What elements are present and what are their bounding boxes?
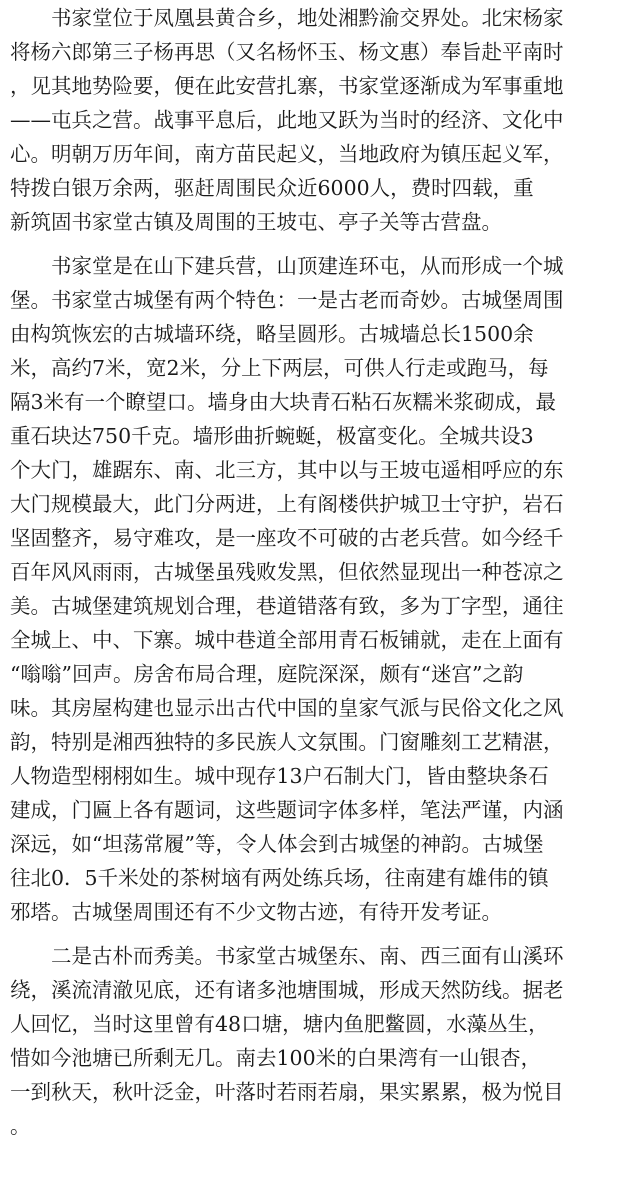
text-line: 百年风风雨雨，古城堡虽残败发黑，但依然显现出一种苍凉之 [10, 560, 564, 584]
text-line: 新筑固书家堂古镇及周围的王坡屯、亭子关等古营盘。 [10, 210, 502, 234]
text-line: 人回忆，当时这里曾有48口塘，塘内鱼肥鳖圆，水藻丛生， [10, 1012, 549, 1036]
text-line: 深远，如“坦荡常履”等，令人体会到古城堡的神韵。古城堡 [10, 832, 544, 856]
article-body [10, 0, 636, 1143]
text-line: 绕，溪流清澈见底，还有诸多池塘围城，形成天然防线。据老 [10, 978, 564, 1002]
paragraph-3 [10, 939, 636, 1143]
text-line: 米，高约7米，宽2米，分上下两层，可供人行走或跑马，每 [10, 356, 549, 380]
text-line: 书家堂位于凤凰县黄合乡，地处湘黔渝交界处。北宋杨家 [51, 6, 564, 30]
text-line: 隔3米有一个瞭望口。墙身由大块青石粘石灰糯米浆砌成，最 [10, 390, 557, 414]
text-line: 美。古城堡建筑规划合理，巷道错落有致，多为丁字型，通往 [10, 594, 564, 618]
text-line: 重石块达750千克。墙形曲折蜿蜒，极富变化。全城共设3 [10, 424, 534, 448]
text-line: “嗡嗡”回声。房舍布局合理，庭院深深，颇有“迷宫”之韵 [10, 662, 524, 686]
text-line: 心。明朝万历年间，南方苗民起义，当地政府为镇压起义军， [10, 142, 564, 166]
text-line: 。 [10, 1114, 31, 1138]
text-line: 由构筑恢宏的古城墙环绕，略呈圆形。古城墙总长1500余 [10, 322, 534, 346]
text-line: 书家堂是在山下建兵营，山顶建连环屯，从而形成一个城 [51, 254, 564, 278]
text-line: 坚固整齐，易守难攻，是一座攻不可破的古老兵营。如今经千 [10, 526, 564, 550]
text-line: 全城上、中、下寨。城中巷道全部用青石板铺就，走在上面有 [10, 628, 564, 652]
text-line: 味。其房屋构建也显示出古代中国的皇家气派与民俗文化之风 [10, 696, 564, 720]
text-line: ——屯兵之营。战事平息后，此地又跃为当时的经济、文化中 [10, 108, 564, 132]
text-line: 特拨白银万余两，驱赶周围民众近6000人，费时四载，重 [10, 176, 534, 200]
text-line: 大门规模最大，此门分两进，上有阁楼供护城卫士守护，岩石 [10, 492, 564, 516]
text-line: 将杨六郎第三子杨再思（又名杨怀玉、杨文惠）奉旨赴平南时 [10, 40, 564, 64]
text-line: 一到秋天，秋叶泛金，叶落时若雨若扇，果实累累，极为悦目 [10, 1080, 564, 1104]
paragraph-1 [10, 1, 636, 239]
text-line: 惜如今池塘已所剩无几。南去100米的白果湾有一山银杏， [10, 1046, 542, 1070]
text-line: 堡。书家堂古城堡有两个特色：一是古老而奇妙。古城堡周围 [10, 288, 564, 312]
paragraph-gap [10, 929, 636, 939]
paragraph-gap [10, 239, 636, 249]
text-line: 人物造型栩栩如生。城中现存13户石制大门，皆由整块条石 [10, 764, 549, 788]
text-line: 韵，特别是湘西独特的多民族人文氛围。门窗雕刻工艺精湛， [10, 730, 564, 754]
text-line: ，见其地势险要，便在此安营扎寨，书家堂逐渐成为军事重地 [10, 74, 564, 98]
text-line: 二是古朴而秀美。书家堂古城堡东、南、西三面有山溪环 [51, 944, 564, 968]
text-line: 建成，门匾上各有题词，这些题词字体多样，笔法严谨，内涵 [10, 798, 564, 822]
text-line: 个大门，雄踞东、南、北三方，其中以与王坡屯遥相呼应的东 [10, 458, 564, 482]
text-line: 往北0．5千米处的茶树垴有两处练兵场，往南建有雄伟的镇 [10, 866, 549, 890]
paragraph-2 [10, 249, 636, 929]
text-line: 邪塔。古城堡周围还有不少文物古迹，有待开发考证。 [10, 900, 502, 924]
